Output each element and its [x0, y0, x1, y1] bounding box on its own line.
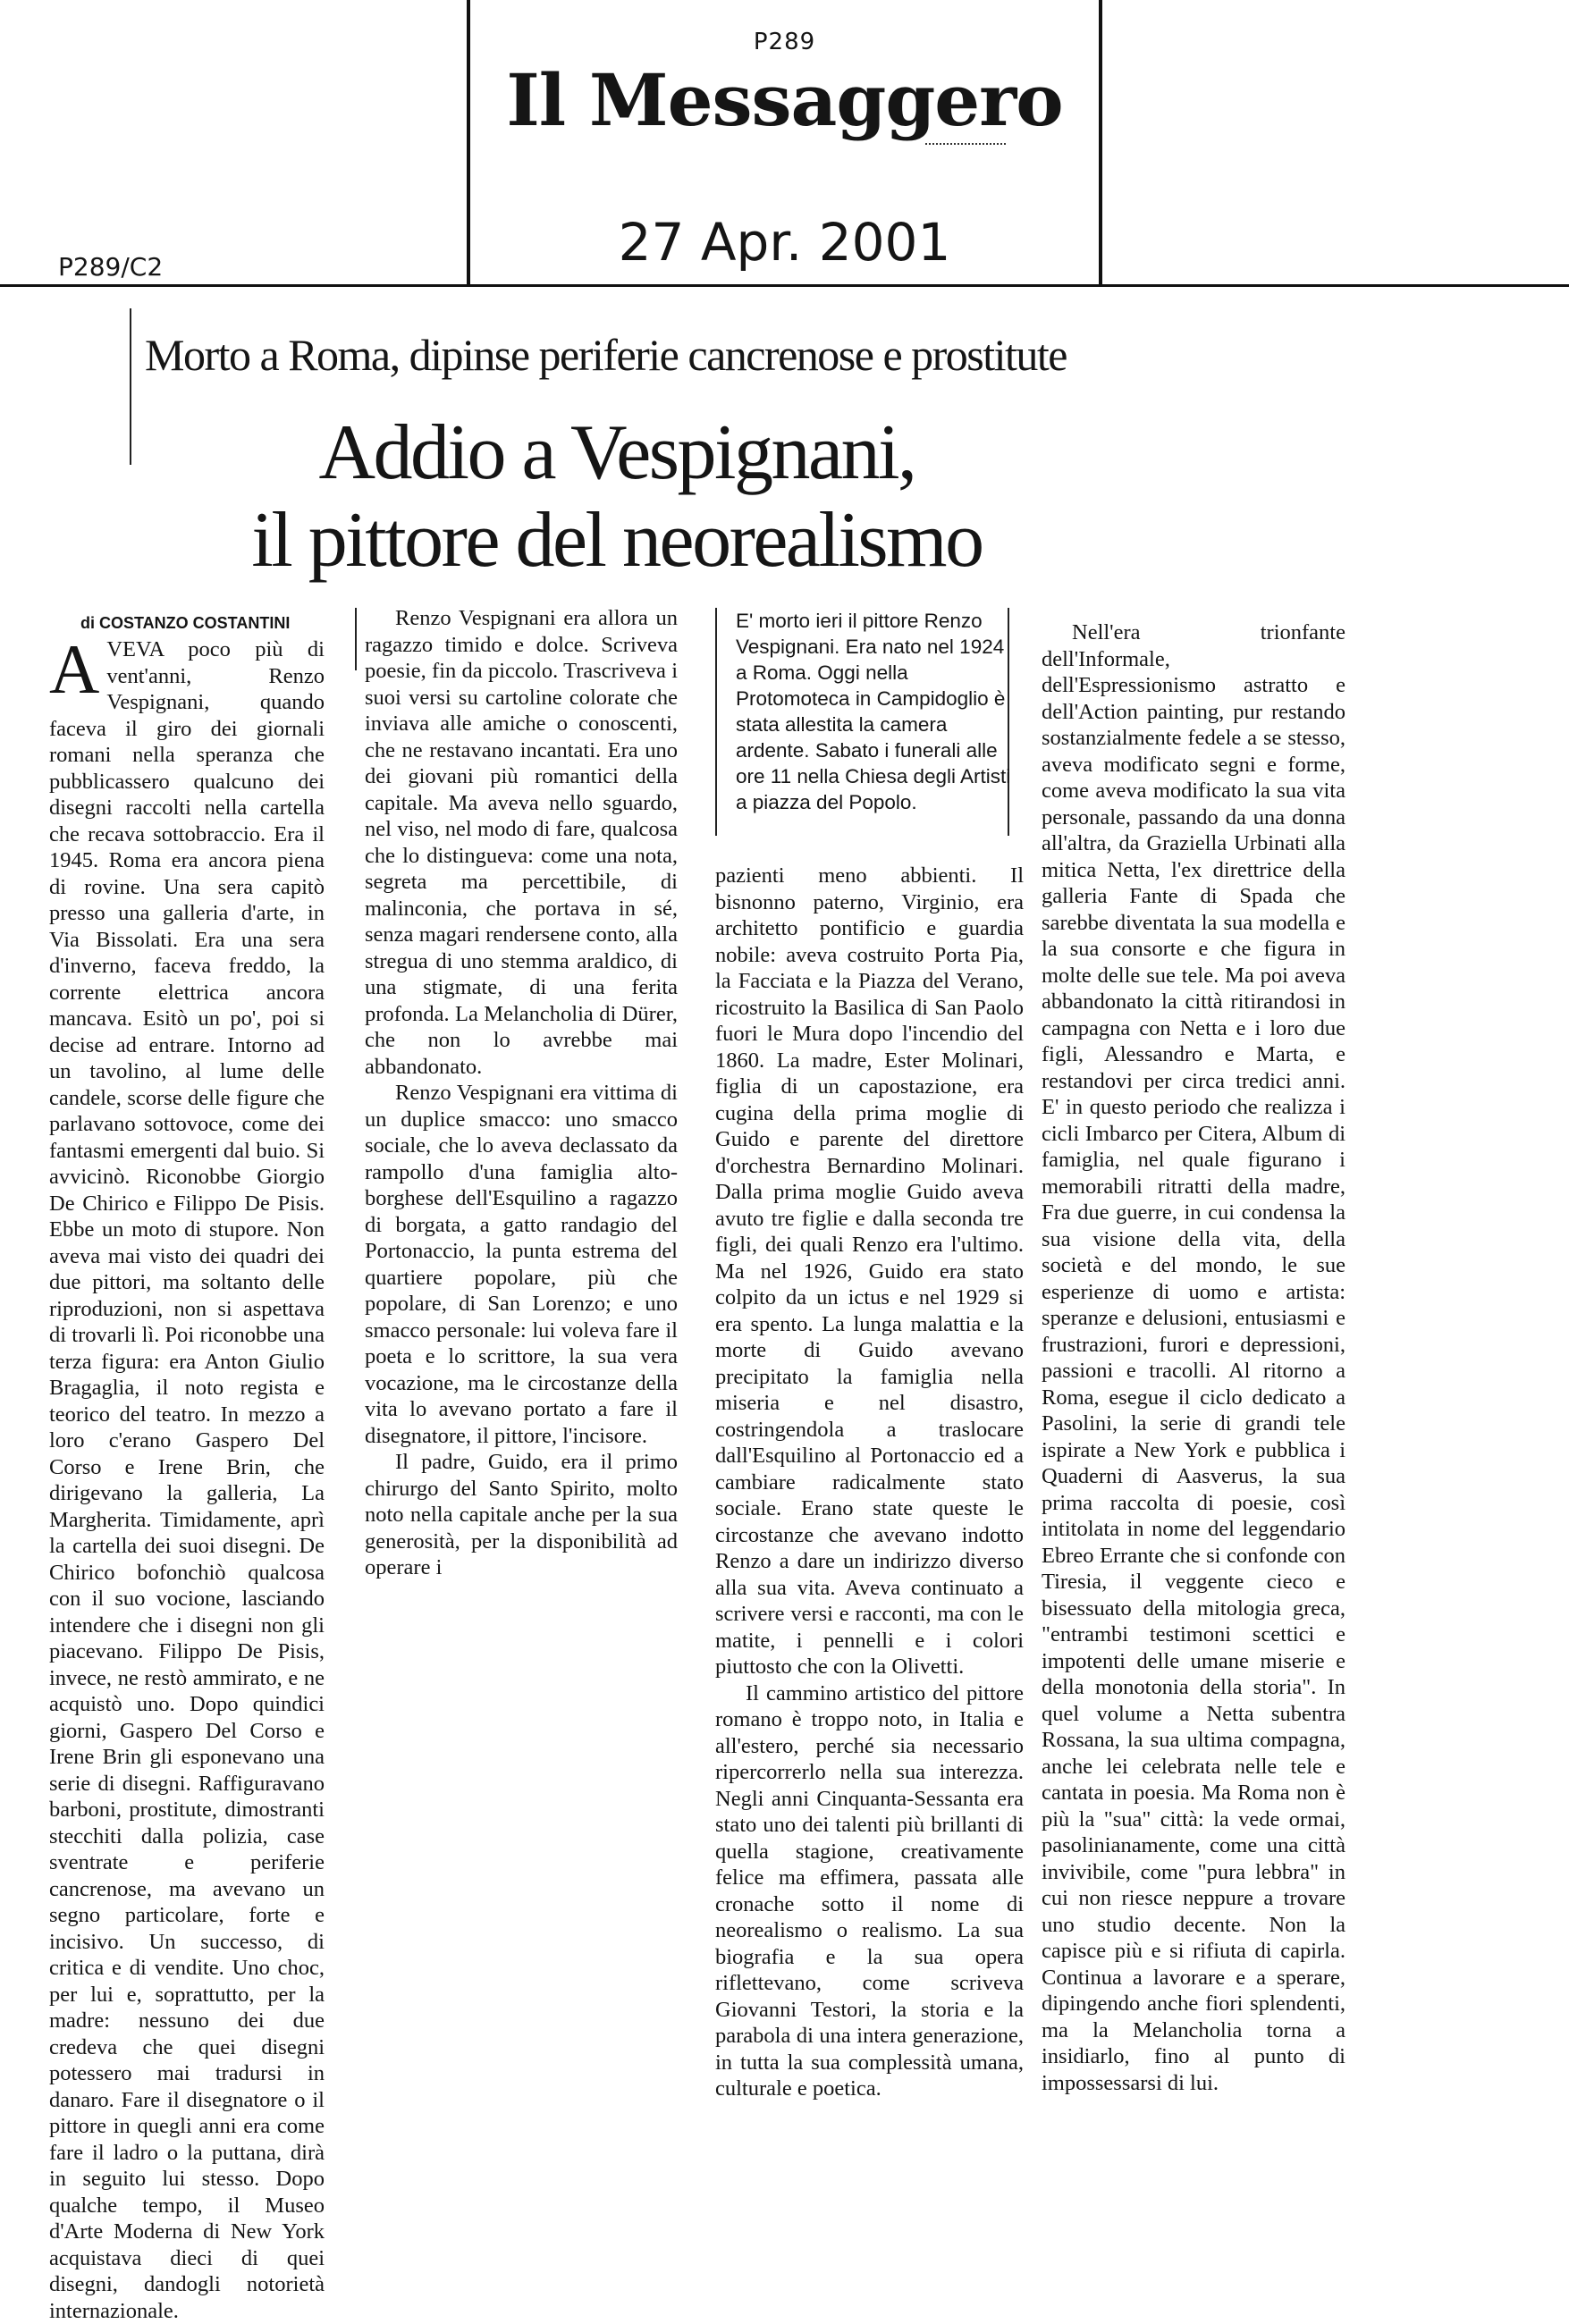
paragraph: pazienti meno abbienti. Il bisnonno paterno, Virginio, era architetto pontificio e guardia nobile: aveva costruito Porta Pia, la Facciata e la Piazza del Verano, ricostruito la Basilica di San Paolo fuori le Mura dopo l'incendio del 1860. La madre, Ester Molinari, figlia di un capostazione, era cugina della prima moglie di Guido e parente del direttore d'orchestra Bernardino Molinari. Dalla prima moglie Guido aveva avuto tre figlie e dalla seconda tre figli, dei quali Renzo era l'ultimo. Ma nel 1926, Guido era stato colpito da un ictus e nel 1929 si era spento. La lunga malattia e la morte di Guido avevano precipitato la famiglia nella miseria e nel disastro, costringendola a traslocare dall'Esquilino al Portonaccio ed a cambiare radicalmente stato sociale. Erano state queste le circostanze che avevano indotto Renzo a dare un indirizzo diverso alla sua vita. Aveva continuato a scrivere versi e racconti, ma con le matite, i pennelli e i colori piuttosto che con la Olivetti. [715, 863, 1024, 1679]
masthead-decoration [925, 143, 1006, 147]
paragraph-text: VEVA poco più di vent'anni, Renzo Vespignani, quando faceva il giro dei giornali romani nella speranza che pubblicassero qualcuno dei disegni raccolti nella cartella che recava sottobraccio. Era il 1945. Roma era ancora piena di rovine. Una sera capitò presso una galleria d'arte, in Via Bissolati. Era una sera d'inverno, faceva freddo, la corrente elettrica ancora mancava. Esitò un po', poi si decise ad entrare. Intorno ad un tavolino, al lume delle candele, scorse delle figure che parlavano sottovoce, come dei fantasmi emergenti dal buio. Si avvicinò. Riconobbe Giorgio De Chirico e Filippo De Pisis. Ebbe un moto di stupore. Non aveva mai visto dei quadri dei due pittori, ma soltanto delle riproduzioni, non si aspettava di trovarli lì. Poi riconobbe una terza figura: era Anton Giulio Bragaglia, il noto regista e teorico del teatro. In mezzo a loro c'erano Gaspero Del Corso e Irene Brin, che dirigevano la galleria, La Margherita. Timidamente, aprì la cartella dei suoi disegni. De Chirico bofonchiò qualcosa con il suo vocione, lasciando intendere che i disegni non gli piacevano. Filippo De Pisis, invece, ne restò ammirato, e ne acquistò uno. Dopo quindici giorni, Gaspero Del Corso e Irene Brin gli esponevano una serie di disegni. Raffiguravano barboni, prostitute, dimostranti stecchiti dalla polizia, case sventrate e periferie cancrenose, ma avevano un segno particolare, forte e incisivo. Un successo, di critica e di vendite. Uno choc, per lui e, soprattutto, per la madre: nessuno dei due credeva che quei disegni potessero mai tradursi in danaro. Fare il disegnatore o il pittore in quegli anni era come fare il ladro o la puttana, dirà in seguito lui stesso. Dopo qualche tempo, il Museo d'Arte Moderna di New York acquistava dieci di quei disegni, dandogli notorietà internazionale. [49, 637, 325, 2323]
box-rule-left [715, 608, 717, 836]
article-column-1 [49, 630, 325, 2324]
news-brief-box: E' morto ieri il pittore Renzo Vespignani. Era nato nel 1924 a Roma. Oggi nella Protomoteca in Campidoglio è stata allestita la camera ardente. Sabato i funerali alle ore 11 nella Chiesa degli Artisti a piazza del Popolo. [736, 610, 1011, 813]
publication-date: 27 Apr. 2001 [618, 212, 951, 273]
column-rule-2 [355, 608, 357, 670]
drop-cap: A [49, 630, 100, 708]
article-title [170, 409, 1064, 585]
article-column-3 [715, 863, 1024, 2102]
paragraph: Il cammino artistico del pittore romano è troppo noto, in Italia e all'estero, perché sia necessario ripercorrerlo nella sua interezza. Negli anni Cinquanta-Sessanta era stato uno dei talenti più brillanti di quella stagione, creativamente felice ma effimera, passata alle cronache sotto il nome di neorealismo o realismo. La sua biografia e la sua opera riflettevano, come scriveva Giovanni Testori, la storia e la parabola di una intera generazione, in tutta la sua complessità umana, culturale e poetica. [715, 1680, 1024, 2101]
article-kicker: Morto a Roma, dipinse periferie cancrenose e prostitute [145, 330, 1067, 380]
paragraph: Renzo Vespignani era allora un ragazzo timido e dolce. Scriveva poesie, fin da piccolo. Trascriveva i suoi versi su cartoline colorate che inviava alle amiche o conoscenti, che ne restavano incantati. Era uno dei giovani più romantici della capitale. Ma aveva nello sguardo, nel viso, nel modo di fare, qualcosa che lo distingueva: come una nota, segreta ma percettibile, di malinconia, che portava in sé, senza magari rendersene conto, alla stregua di uno stemma araldico, di una stigmate, di una ferita profonda. La Melancholia di Dürer, che non lo avrebbe mai abbandonato. [365, 606, 678, 1079]
article-column-4 [1042, 619, 1345, 2096]
article-column-2 [365, 605, 678, 1581]
paragraph: Il padre, Guido, era il primo chirurgo del Santo Spirito, molto noto nella capitale anche per la sua generosità, per la disponibilità ad operare i [365, 1450, 678, 1579]
paragraph: Nell'era trionfante dell'Informale, dell'Espressionismo astratto e dell'Action painting, pur restando sostanzialmente fedele a se stesso, aveva modificato segni e forme, come aveva modificato la sua vita personale, passando da una donna all'altra, da Graziella Urbinati alla mitica Netta, l'ex direttrice della galleria Fante di Spada che sarebbe diventata la sua modella e la sua consorte e che figura in molte delle sue tele. Ma poi aveva abbandonato la città ritirandosi in campagna con Netta e i loro due figli, Alessandro e Marta, e restandovi per circa tredici anni. E' in questo periodo che realizza i cicli Imbarco per Citera, Album di famiglia, nel quale figurano i memorabili ritratti della madre, Fra due guerre, in cui condensa la sua visione della vita, della società e del mondo, le sue esperienze di uomo e artista: speranze e delusioni, entusiasmi e frustrazioni, furori e depressioni, passioni e tracolli. Al ritorno a Roma, esegue il ciclo dedicato a Pasolini, la serie di grandi tele ispirate a New York e pubblica i Quaderni di Aasverus, la sua prima raccolta di poesie, così intitolata in nome del leggendario Ebreo Errante che si confonde con Tiresia, il veggente cieco e bisessuato della mitologia greca, "entrambi testimoni scettici e impotenti delle umane miserie e della monotonia della storia". In quel volume a Netta subentra Rossana, la sua ultima compagna, anche lei celebrata nelle tele e cantata in poesia. Ma Roma non è più la "sua" città: la vede ormai, pasolinianamente, come una città invivibile, come "pura lebbra" in cui non riesce neppure a trovare uno studio decente. Non la capisce più e si rifiuta di capirla. Continua a lavorare e a sperare, dipingendo anche fiori splendenti, ma la Melancholia torna a insidiarlo, fino al punto di impossessarsi di lui. [1042, 620, 1345, 2095]
header-rule-bottom [0, 284, 1569, 287]
title-line-2: il pittore del neorealismo [251, 497, 983, 584]
archive-code-top: P289 [753, 29, 816, 55]
headline-side-rule [130, 308, 131, 465]
title-line-1: Addio a Vespignani, [318, 409, 915, 496]
newspaper-masthead: Il Messaggero [506, 58, 1063, 142]
paragraph: Renzo Vespignani era vittima di un duplice smacco: uno smacco sociale, che lo aveva declassato da rampollo d'una famiglia alto-borghese dell'Esquilino a ragazzo di borgata, a gatto randagio del Portonaccio, la punta estrema del quartiere popolare, più che popolare, di San Lorenzo; e uno smacco personale: lui voleva fare il poeta e lo scrittore, la sua vera vocazione, ma le circostanze della vita lo avevano portato a fare il disegnatore, il pittore, l'incisore. [365, 1081, 678, 1448]
archive-code-left: P289/C2 [58, 252, 164, 282]
byline: di COSTANZO COSTANTINI [80, 614, 291, 632]
paragraph [49, 630, 325, 2324]
